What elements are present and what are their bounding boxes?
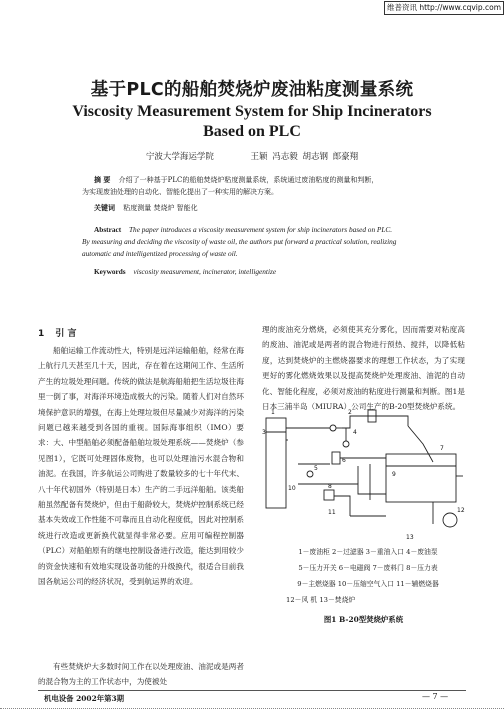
abstract-en-label: Abstract (94, 225, 122, 234)
article-title-en-line2: Based on PLC (203, 123, 301, 140)
fig-label-1: 1 (271, 409, 275, 416)
fig-label-9: 9 (392, 471, 396, 478)
fig-label-11: 11 (328, 509, 336, 516)
abstract-cn-label: 摘 要 (94, 175, 111, 184)
watermark: 维普资讯 http://www.cqvip.com (384, 1, 504, 15)
abstract-en-line3: automatic and intelligentized processing of waste oil. (82, 249, 238, 258)
footer-divider (38, 690, 466, 691)
fig-label-10: 10 (288, 485, 296, 492)
fan-shape (443, 513, 457, 527)
fig-label-8: 8 (328, 483, 332, 490)
body-text-left: 船舶运输工作流动性大，特别是远洋运输船舶，经常在海上航行几天甚至几十天，因此，存在着在这期间工作、生活所产生的垃圾处理问题。传统的做法是航海船舶把生活垃圾往海里一倒了事，对海洋环境造成极大的污染。随着人们对自然环境保护意识的增强，在海上处理垃圾但尽量减少对海洋的污染问题已越来越受到各国的重视。国际海事组织（IMO）要求：大、中型船舶必须配备船舶垃圾处理系统——焚烧炉（参见图1），它既可处理固体废物，也可以处理油污水混合物和油泥。在我国，许多航运公司购进了数量较多的七十年代末、八十年代初国外（特别是日本）生产的二手远洋船舶。该类船舶虽然配备有焚烧炉，但由于船龄较大，焚烧炉控制系统已经基本失效或工作性能不可靠而且自动化程度低，因此对控制系统进行改造或更新换代就显得非常必要。应用可编程控制器（PLC）对船舶原有的继电控制设备进行改造，能达到用较少的资金快速和有效地实现设备功能的升级换代，很适合目前我国各航运公司的经济状况，受到航运界的欢迎。 (38, 346, 244, 587)
article-title-en-line1: Viscosity Measurement System for Ship Incinerators (72, 103, 432, 120)
abstract-en-line2: By measuring and deciding the viscosity of waste oil, the authors put forward a practical solution, realizing (82, 237, 397, 246)
page-number: — 7 — (422, 692, 449, 701)
filter-shape (330, 425, 336, 431)
abstract-en-line1: The paper introduces a viscosity measurement system for ship incinerators based on PLC. (128, 225, 393, 234)
keywords-cn (82, 202, 440, 214)
solenoid-valve-shape (332, 452, 340, 464)
fig-label-5: 5 (314, 465, 318, 472)
keywords-en (82, 266, 444, 278)
waste-oil-tank (266, 418, 286, 508)
authors: 王颖 冯志毅 胡志钢 郎豪翔 (250, 152, 359, 162)
figure-legend-line3: 9－主燃烧器 10－压缩空气入口 11－辅燃烧器 (297, 580, 439, 588)
footer-journal: 机电设备 2002年第3期 (44, 694, 125, 703)
fig-label-3: 3 (262, 429, 266, 436)
page-bottom-dotted-rule (0, 708, 504, 709)
fig-label-13: 13 (406, 534, 414, 541)
section-number: 1 (38, 329, 45, 339)
figure-legend-line1: 1－废油柜 2－过滤器 3－重油入口 4－废油泵 (298, 548, 438, 556)
section-title: 引 言 (55, 329, 77, 339)
fig-label-4: 4 (353, 429, 357, 436)
body-text-left-continued: 有些焚烧炉大多数时间工作在以处理废油、油泥或是两者的混合物为主的工作状态中，为使被处 (38, 662, 244, 687)
byline (0, 150, 504, 162)
abstract-cn-line1: 介绍了一种基于PLC的船舶焚烧炉粘度测量系统，系统通过废油粘度的测量和判断， (118, 176, 379, 184)
pressure-switch-shape (307, 471, 313, 477)
body-text-right: 理的废油充分燃烧，必须使其充分雾化，因而需要对粘度高的废油、油泥或是两者的混合物进行预热、搅拌，以降低粘度，达到焚烧炉的主燃烧器要求的理想工作状态，为了实现更好的雾化燃烧效果以及提高焚烧炉处理废油、油泥的自动化、智能化程度，必须对废油的粘度进行测量和判断。图1是日本三浦半岛（MIURA）公司生产的B-20型焚烧炉系统。 (262, 325, 465, 412)
figure-caption: 图1 B-20型焚烧炉系统 (323, 615, 404, 624)
section-heading (38, 326, 77, 339)
abstract-cn-line2: 为实现废油处理的自动化、智能化提出了一种实用的解决方案。 (82, 188, 278, 196)
fig-label-6: 6 (342, 457, 346, 464)
keywords-cn-label: 关键词 (94, 203, 115, 212)
keywords-en-text: viscosity measurement, incinerator, intelligentize (133, 267, 277, 276)
abstract-cn (82, 174, 428, 198)
figure-legend-line4: 12－风 机 13－焚烧炉 (286, 596, 356, 604)
keywords-en-label: Keywords (94, 267, 126, 276)
figure-legend-line2: 5－压力开关 6－电磁阀 7－废料门 8－压力表 (298, 564, 438, 572)
fig-label-2: 2 (348, 409, 352, 416)
article-title-cn: 基于PLC的船舶焚烧炉废油粘度测量系统 (90, 80, 414, 100)
fig-label-12: 12 (457, 507, 465, 514)
abstract-en (82, 224, 432, 260)
incinerator-system-diagram (258, 404, 468, 544)
fig-label-7: 7 (440, 445, 444, 452)
keywords-cn-text: 粘度测量 焚烧炉 智能化 (123, 204, 198, 212)
incinerator-chamber (386, 454, 456, 502)
affiliation: 宁波大学海运学院 (145, 152, 214, 162)
